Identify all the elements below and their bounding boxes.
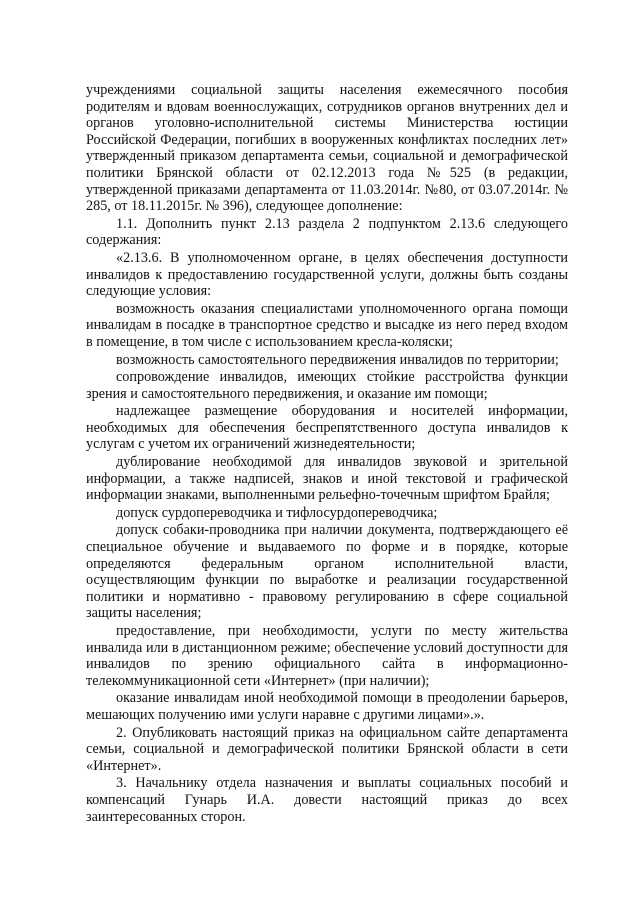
paragraph-2-13-6: «2.13.6. В уполномоченном органе, в целях обеспечения доступности инвалидов к предоставлению государственной услуги, должны быть созданы следующие условия:	[86, 249, 568, 300]
paragraph-item-3-notify: 3. Начальнику отдела назначения и выплаты социальных пособий и компенсаций Гунарь И.А. довести настоящий приказ до всех заинтересованных сторон.	[86, 775, 568, 825]
paragraph-condition-interpreter: допуск сурдопереводчика и тифлосурдопереводчика;	[116, 504, 438, 521]
document-page	[86, 82, 568, 825]
paragraph-item-2-publish: 2. Опубликовать настоящий приказ на официальном сайте департамента семьи, социальной и демографической политики Брянской области в сети «Интернет».	[86, 724, 568, 774]
paragraph-condition-boarding: возможность оказания специалистами уполномоченного органа помощи инвалидам в посадке в транспортное средство и высадке из него перед входом в помещение, в том числе с использованием кресла-коляски;	[86, 300, 568, 350]
paragraph-1-1: 1.1. Дополнить пункт 2.13 раздела 2 подпунктом 2.13.6 следующего содержания:	[86, 215, 568, 249]
paragraph-condition-escort: сопровождение инвалидов, имеющих стойкие расстройства функции зрения и самостоятельного передвижения, и оказание им помощи;	[86, 369, 568, 402]
paragraph-condition-remote-service: предоставление, при необходимости, услуги по месту жительства инвалида или в дистанционном режиме; обеспечение условий доступности для инвалидов по зрению официального сайта в информационно-телекоммуникационной сети «Интернет» (при наличии);	[86, 623, 568, 689]
paragraph-condition-movement: возможность самостоятельного передвижения инвалидов по территории;	[116, 351, 559, 368]
paragraph-condition-guide-dog: допуск собаки-проводника при наличии документа, подтверждающего её специальное обучение и выдаваемого по форме и в порядке, которые определяются федеральным органом исполнительной власти, осуществляющим функции по выработке и реализации государственной политики и нормативно - правовому регулированию в сфере социальной защиты населения;	[86, 522, 568, 622]
paragraph-condition-braille: дублирование необходимой для инвалидов звуковой и зрительной информации, а также надписей, знаков и иной текстовой и графической информации знаками, выполненными рельефно-точечным шрифтом Брайля;	[86, 454, 568, 504]
paragraph-condition-equipment: надлежащее размещение оборудования и носителей информации, необходимых для обеспечения беспрепятственного доступа инвалидов к услугам с учетом их ограничений жизнедеятельности;	[86, 403, 568, 453]
paragraph-condition-other-help: оказание инвалидам иной необходимой помощи в преодолении барьеров, мешающих получению ими услуги наравне с другими лицами».».	[86, 690, 568, 723]
paragraph-continuation: учреждениями социальной защиты населения ежемесячного пособия родителям и вдовам военнослужащих, сотрудников органов внутренних дел и органов уголовно-исполнительной системы Министерства юстиции Российской Федерации, погибших в вооруженных конфликтах последних лет» утвержденный приказом департамента семьи, социальной и демографической политики Брянской области от 02.12.2013 года №525 (в редакции, утвержденной приказами департамента от 11.03.2014г. №80, от 03.07.2014г. № 285, от 18.11.2015г. № 396), следующее дополнение:	[86, 82, 568, 215]
